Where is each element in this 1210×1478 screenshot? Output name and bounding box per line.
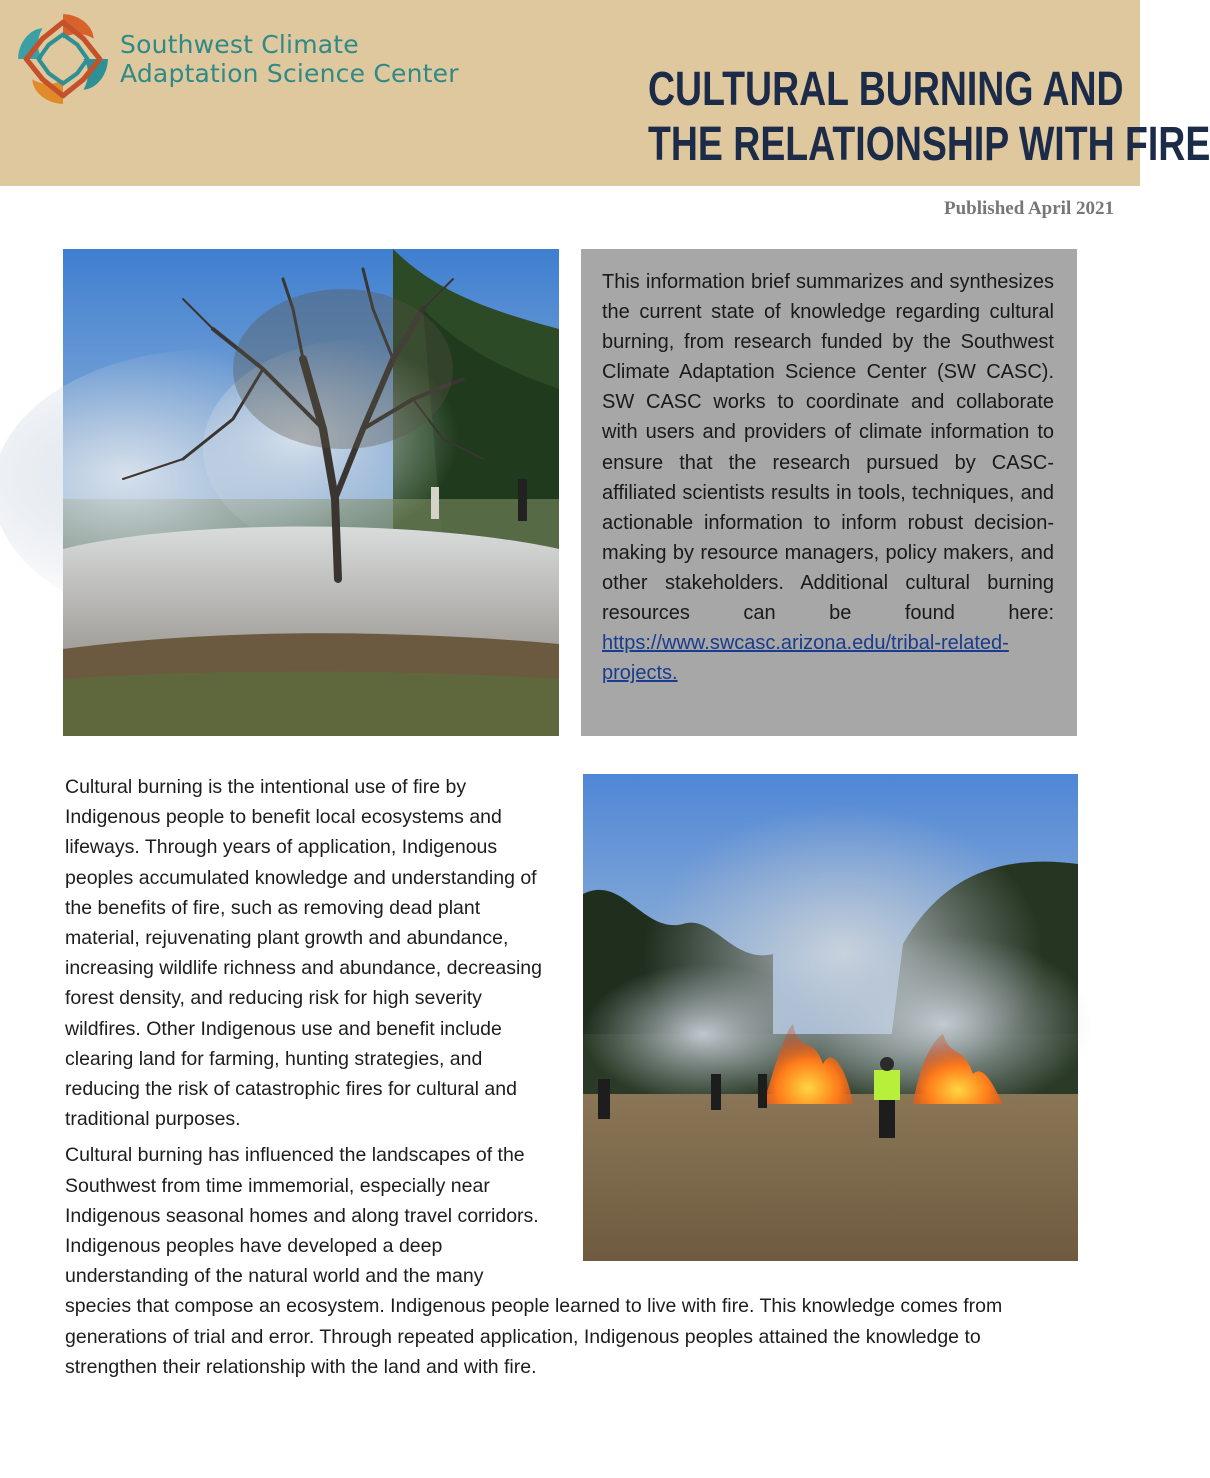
body-paragraph-2: Cultural burning has influenced the landscapes of the Southwest from time immemorial, especially near Indigenous seasonal homes and along travel corridors. Indigenous peoples have developed a deep understanding of the natural world and the many species that compose an ecosystem. Indigenous people learned to live with fire. This knowledge comes from generations of trial and error. Through repeated application, Indigenous peoples attained the knowledge to strengthen their relationship with the land and with fire. — [65, 1144, 1003, 1378]
resources-link[interactable]: https://www.swcasc.arizona.edu/tribal-related-projects. — [602, 632, 1009, 685]
org-name-line1: Southwest Climate — [120, 30, 359, 59]
burned-tree-photo — [63, 249, 559, 736]
org-name-line2: Adaptation Science Center — [120, 59, 459, 88]
document-title — [648, 62, 1210, 172]
summary-text — [602, 267, 1054, 688]
swcasc-logo-icon — [12, 8, 114, 110]
body-text — [65, 772, 1065, 1388]
org-name — [120, 30, 459, 88]
header-banner — [0, 0, 1210, 186]
summary-body: This information brief summarizes and synthesizes the current state of knowledge regarding cultural burning, from research funded by the Southwest Climate Adaptation Science Center (SW CASC). SW CASC works to coordinate and collaborate with users and providers of climate information to ensure that the research pursued by CASC-affiliated scientists results in tools, techniques, and actionable information to inform robust decision-making by resource managers, policy makers, and other stakeholders. Additional cultural burning resources can be found here: — [602, 271, 1054, 625]
published-date: Published April 2021 — [944, 198, 1114, 219]
title-line2: THE RELATIONSHIP WITH FIRE — [648, 118, 1210, 171]
photo-float-spacer — [545, 772, 1065, 1272]
summary-box — [581, 249, 1077, 736]
title-line1: CULTURAL BURNING AND — [648, 63, 1124, 116]
body-paragraph-1: Cultural burning is the intentional use of fire by Indigenous people to benefit local ecosystems and lifeways. Through years of application, Indigenous peoples accumulated knowledge and understanding of the benefits of fire, such as removing dead plant material, rejuvenating plant growth and abundance, increasing wildlife richness and abundance, decreasing forest density, and reducing risk for high severity wildfires. Other Indigenous use and benefit include clearing land for farming, hunting strategies, and reducing the risk of catastrophic fires for cultural and traditional purposes. — [65, 776, 542, 1131]
